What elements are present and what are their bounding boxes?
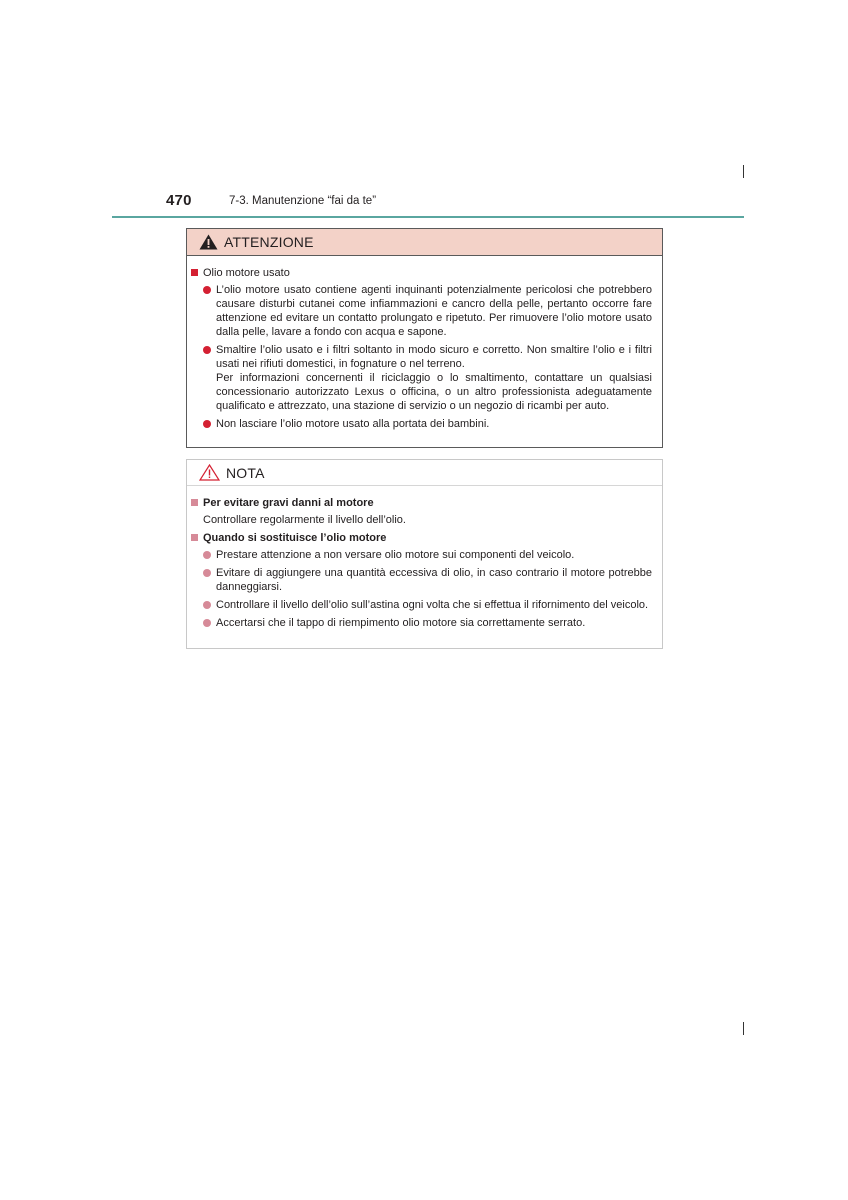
bullet-text: Prestare attenzione a non versare olio motore sui componenti del veicolo. (216, 549, 575, 561)
attention-header (187, 229, 662, 256)
nota-section-1-title: Per evitare gravi danni al motore (203, 497, 374, 509)
nota-section-1 (191, 496, 652, 510)
attention-body (187, 256, 662, 431)
list-item (203, 283, 652, 339)
crop-mark-bottom (743, 1022, 744, 1035)
pink-dot-marker (203, 601, 211, 609)
list-item (203, 548, 652, 562)
pink-dot-marker (203, 569, 211, 577)
warning-triangle-icon (199, 234, 218, 250)
pink-square-marker (191, 499, 198, 506)
bullet-text: L’olio motore usato contiene agenti inquinanti potenzialmente pericolosi che potrebbero causare disturbi cutanei come infiammazioni e cancro della pelle, pertanto occorre fare attenzione ed evitare un contatto prolungato e ripetuto. Per rimuovere l’olio motore usato dalla pelle, lavare a fondo con acqua e sapone. (216, 284, 652, 338)
page-number: 470 (166, 192, 192, 209)
nota-box (186, 459, 663, 649)
list-item (203, 598, 652, 612)
nota-section-1-text: Controllare regolarmente il livello dell’olio. (203, 514, 406, 526)
bullet-text: Evitare di aggiungere una quantità eccessiva di olio, in caso contrario il motore potrebbe danneggiarsi. (216, 567, 652, 593)
list-item (203, 343, 652, 413)
red-square-marker (191, 269, 198, 276)
bullet-text: Accertarsi che il tappo di riempimento olio motore sia correttamente serrato. (216, 617, 586, 629)
attention-box (186, 228, 663, 448)
crop-mark-top (743, 165, 744, 178)
bullet-text: Non lasciare l’olio motore usato alla portata dei bambini. (216, 418, 490, 430)
pink-dot-marker (203, 619, 211, 627)
attention-section (191, 266, 652, 280)
bullet-text: Smaltire l’olio usato e i filtri soltanto in modo sicuro e corretto. Non smaltire l’olio e i filtri usati nei rifiuti domestici, in fognature o nel terreno. (216, 344, 652, 370)
nota-section-2-title: Quando si sostituisce l’olio motore (203, 532, 387, 544)
bullet-text: Controllare il livello dell’olio sull’astina ogni volta che si effettua il rifornimento del veicolo. (216, 599, 649, 611)
attention-section-title: Olio motore usato (203, 267, 290, 279)
attention-title: ATTENZIONE (224, 234, 314, 250)
caution-triangle-icon (199, 464, 220, 481)
pink-square-marker (191, 534, 198, 541)
nota-title: NOTA (226, 464, 265, 481)
pink-dot-marker (203, 551, 211, 559)
nota-body (187, 486, 662, 630)
list-item (203, 417, 652, 431)
bullet-text-continued: Per informazioni concernenti il riciclaggio o lo smaltimento, contattare un qualsiasi concessionario autorizzato Lexus o officina, o un altro professionista adeguatamente qualificato e attrezzato, una stazione di servizio o un negozio di ricambi per auto. (216, 372, 652, 412)
red-dot-marker (203, 346, 211, 354)
red-dot-marker (203, 286, 211, 294)
nota-header (187, 460, 662, 486)
nota-section-2 (191, 531, 652, 545)
header-rule (112, 216, 744, 218)
section-title: 7-3. Manutenzione “fai da te” (229, 195, 377, 207)
red-dot-marker (203, 420, 211, 428)
list-item (203, 566, 652, 594)
list-item (203, 616, 652, 630)
